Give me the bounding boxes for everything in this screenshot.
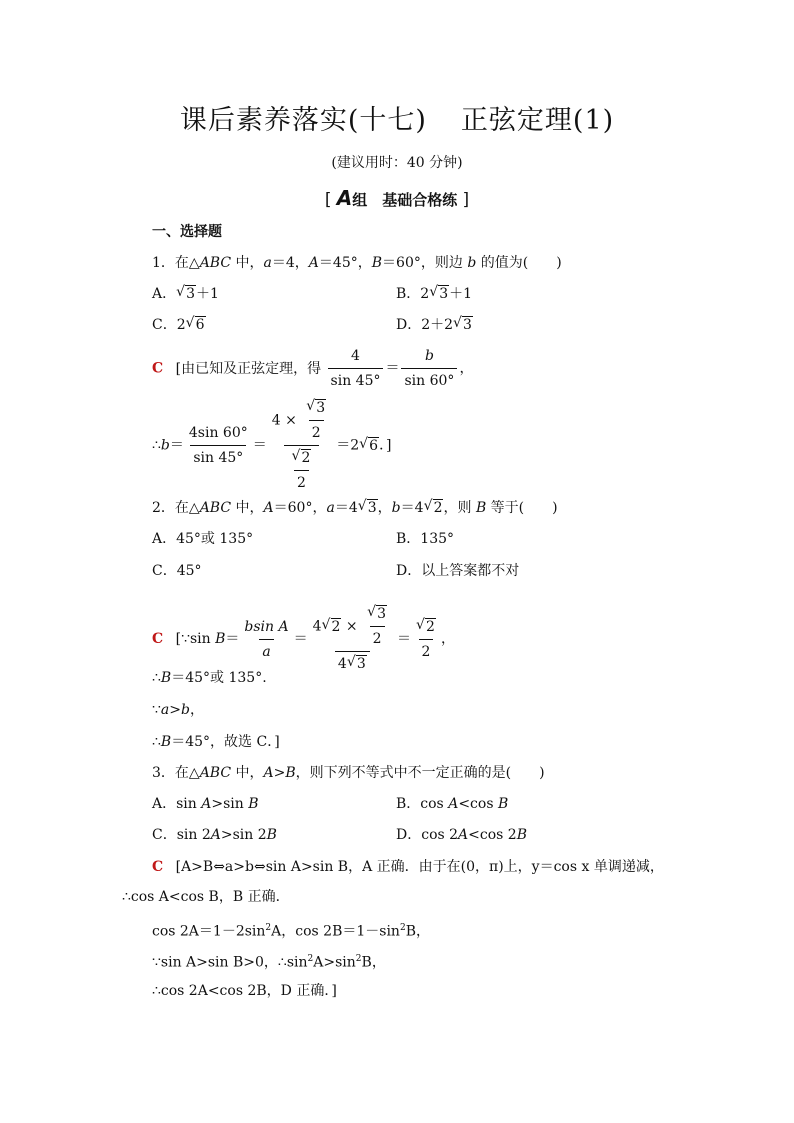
q3-option-b: B．cos A<cos B [396,796,509,812]
group-letter: A [336,186,353,210]
q1-option-c: C．2 √ 6 [152,315,205,333]
q3-stem: 3．在△ABC 中，A>B，则下列不等式中不一定正确的是( ) [152,765,545,781]
title-right: 正弦定理(1) [460,105,615,136]
q3-option-a: A．sin A>sin B [152,796,259,812]
group-bracket-open: [ [324,190,332,210]
group-heading [0,186,794,210]
q3-option-d: D．cos 2A<cos 2B [396,827,528,843]
q3-solution-line1: C [A>B⇔a>b⇔sin A>sin B，A 正确．由于在(0，π)上，y＝cos x 单调递减， [152,859,664,875]
q3-solution-line5: ∴cos 2A<cos 2B，D 正确．] [152,983,337,999]
time-hint: (建议用时：40 分钟) [331,155,463,171]
q3-option-c: C．sin 2A>sin 2B [152,827,277,843]
q2-solution-line3: ∵a>b， [152,702,204,718]
q3-solution-line4: ∵sin A>sin B>0，$\therefore\sin^2A>\sin^2B$， [152,954,386,971]
group-bracket-close: ] [462,190,470,210]
q3-solution-line2: ∴cos A<cos B，B 正确． [122,889,290,905]
q2-solution-line2: ∴B＝45°或 135°. [152,670,267,686]
q2-solution-line4: ∴B＝45°，故选 C．] [152,734,280,750]
q2-option-c: C．45° [152,563,202,579]
group-text: 组 基础合格练 [352,191,458,209]
title-left: 课后素养落实(十七) [179,105,427,136]
q1-stem: 1．在△ABC 中，a＝4，A＝45°，B＝60°，则边 b 的值为( ) [152,255,562,271]
q2-option-a: A．45°或 135° [152,531,254,547]
q1-option-b: B．2 √ 3＋1 [396,284,473,302]
q2-option-d: D．以上答案都不对 [396,563,520,579]
q2-answer: C [152,631,164,647]
q1-solution-line1: C [由已知及正弦定理，得 $\frac{4}{\sin 45^\circ}$ ＝ $\frac{b}{\sin 60^\circ}$ ， [152,348,474,389]
q3-solution-line3: $\cos 2A=1-2\sin^2A$，$\cos 2B=1-\sin^2B$， [152,923,430,940]
q1-solution-line2: ∴b＝ $\frac{4\sin 60^\circ}{\sin 45^\circ}$ ＝ 4 × √ 3 2 √ 2 2 ＝2 √ 6．] [152,398,392,491]
q2-solution-line1: C [∵sin B＝ $\frac{\text{bsin A}}{a}$ ＝ 4 √ 2 × √ 3 2 4 √ 3 ＝ √ 2 2 ， [152,604,455,672]
q2-option-b: B．135° [396,531,455,547]
q1-option-d: D．2＋2 √ 3 [396,315,472,333]
section-heading: 一、选择题 [152,224,222,240]
page-title [0,98,794,137]
q1-option-a: A． √ 3＋1 [152,284,219,302]
q2-stem: 2．在△ABC 中，A＝60°，a＝4 √ 3，b＝4 √ 2，则 B 等于( ) [152,498,558,516]
q1-answer: C [152,360,164,377]
q3-answer: C [152,859,164,875]
